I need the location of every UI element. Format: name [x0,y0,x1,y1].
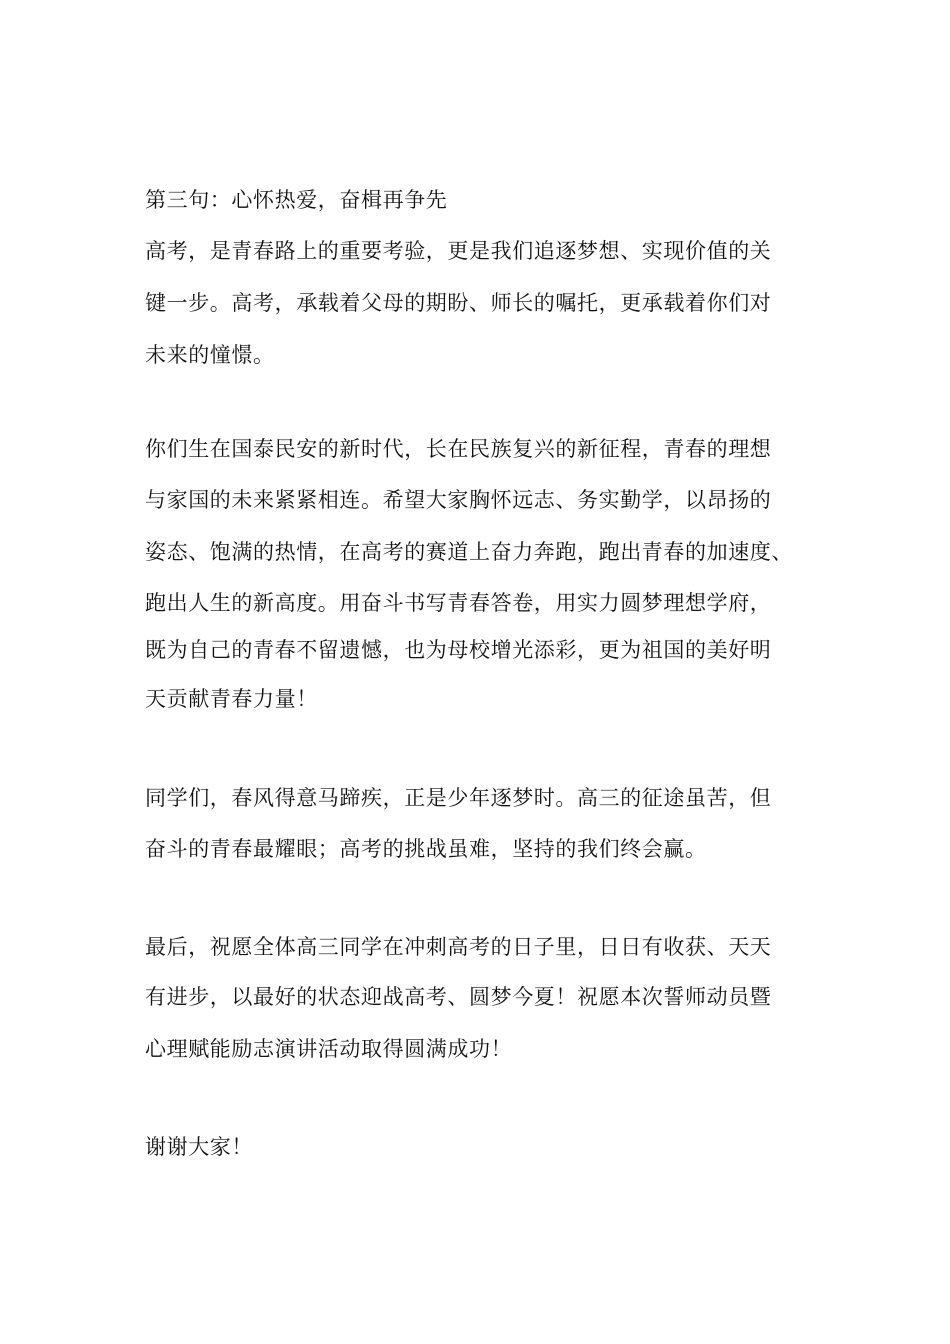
text-line: 高考，是青春路上的重要考验，更是我们追逐梦想、实现价值的关 [145,239,772,263]
text-line: 奋斗的青春最耀眼；高考的挑战虽难，坚持的我们终会赢。 [145,837,707,861]
section-heading: 第三句：心怀热爱，奋楫再争先 [145,188,448,212]
text-line: 未来的憧憬。 [145,343,275,367]
text-line: 最后，祝愿全体高三同学在冲刺高考的日子里，日日有收获、天天 [145,935,772,959]
text-line: 你们生在国泰民安的新时代，长在民族复兴的新征程，青春的理想 [145,437,772,461]
closing-line: 谢谢大家！ [145,1135,253,1159]
text-line: 心理赋能励志演讲活动取得圆满成功！ [145,1037,513,1061]
text-line: 既为自己的青春不留遗憾，也为母校增光添彩，更为祖国的美好明 [145,638,772,662]
text-line: 同学们，春风得意马蹄疾，正是少年逐梦时。高三的征途虽苦，但 [145,786,772,810]
text-line: 键一步。高考，承载着父母的期盼、师长的嘱托，更承载着你们对 [145,291,772,315]
text-line: 天贡献青春力量！ [145,687,318,711]
text-line: 有进步，以最好的状态迎战高考、圆梦今夏！祝愿本次誓师动员暨 [145,985,772,1009]
text-line: 姿态、饱满的热情，在高考的赛道上奋力奔跑，跑出青春的加速度、 [145,540,793,564]
text-line: 与家国的未来紧紧相连。希望大家胸怀远志、务实勤学，以昂扬的 [145,488,772,512]
text-line: 跑出人生的新高度。用奋斗书写青春答卷，用实力圆梦理想学府， [145,591,772,615]
